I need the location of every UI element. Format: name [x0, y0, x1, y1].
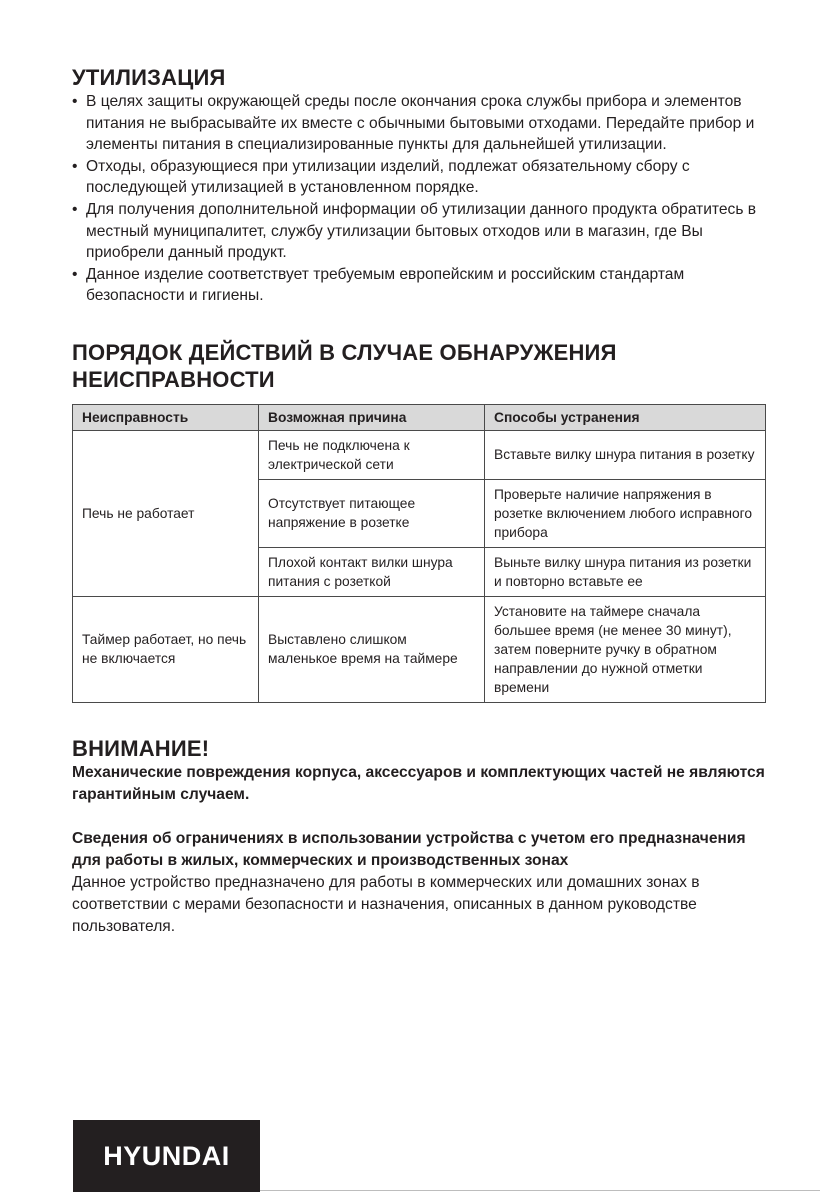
fix-cell: Проверьте наличие напряжения в розетке включением любого исправного прибора [485, 479, 766, 547]
warning-title: ВНИМАНИЕ! [72, 735, 210, 761]
bottom-divider [260, 1190, 820, 1191]
table-header-row [73, 404, 766, 430]
restrictions-text: Данное устройство предназначено для работы в коммерческих или домашних зонах в соответствии с мерами безопасности и назначения, описанных в данном руководстве пользователя. [72, 873, 700, 935]
cause-cell: Плохой контакт вилки шнура питания с розеткой [259, 547, 485, 596]
warning-section [72, 735, 772, 938]
fix-cell: Вставьте вилку шнура питания в розетку [485, 430, 766, 479]
disposal-item: • Данное изделие соответствует требуемым европейским и российским стандартам безопасности и гигиены. [72, 264, 772, 307]
troubleshooting-section [72, 339, 772, 703]
column-header-fault: Неисправность [73, 404, 259, 430]
disposal-title: УТИЛИЗАЦИЯ [72, 65, 226, 90]
disposal-list [72, 91, 772, 307]
column-header-fix: Способы устранения [485, 404, 766, 430]
table-row [73, 430, 766, 479]
fix-cell: Установите на таймере сначала большее время (не менее 30 минут), затем поверните ручку в обратном направлении до нужной отметки времени [485, 596, 766, 702]
cause-cell: Отсутствует питающее напряжение в розетке [259, 479, 485, 547]
fault-cell: Таймер работает, но печь не включается [73, 596, 259, 702]
fault-cell: Печь не работает [73, 430, 259, 596]
troubleshooting-table [72, 404, 766, 703]
cause-cell: Печь не подключена к электрической сети [259, 430, 485, 479]
troubleshooting-title: ПОРЯДОК ДЕЙСТВИЙ В СЛУЧАЕ ОБНАРУЖЕНИЯ НЕИСПРАВНОСТИ [72, 339, 617, 392]
disposal-item: • В целях защиты окружающей среды после окончания срока службы прибора и элементов питания не выбрасывайте их вместе с обычными бытовыми отходами. Передайте прибор и элементы питания в специализированные пункты для дальнейшей утилизации. [72, 91, 772, 156]
disposal-item: • Для получения дополнительной информации об утилизации данного продукта обратитесь в местный муниципалитет, службу утилизации бытовых отходов или в магазин, где Вы приобрели данный продукт. [72, 199, 772, 264]
restrictions-title: Сведения об ограничениях в использовании устройства с учетом его предназначения для работы в жилых, коммерческих и производственных зонах [72, 829, 746, 869]
column-header-cause: Возможная причина [259, 404, 485, 430]
disposal-section [72, 64, 772, 307]
manual-page [72, 64, 772, 938]
disposal-item: • Отходы, образующиеся при утилизации изделий, подлежат обязательному сбору с последующей утилизацией в установленном порядке. [72, 156, 772, 199]
fix-cell: Выньте вилку шнура питания из розетки и повторно вставьте ее [485, 547, 766, 596]
hyundai-logo: HYUNDAI [73, 1120, 260, 1192]
table-row [73, 596, 766, 702]
cause-cell: Выставлено слишком маленькое время на таймере [259, 596, 485, 702]
warning-text: Механические повреждения корпуса, аксессуаров и комплектующих частей не являются гарантийным случаем. [72, 763, 765, 803]
